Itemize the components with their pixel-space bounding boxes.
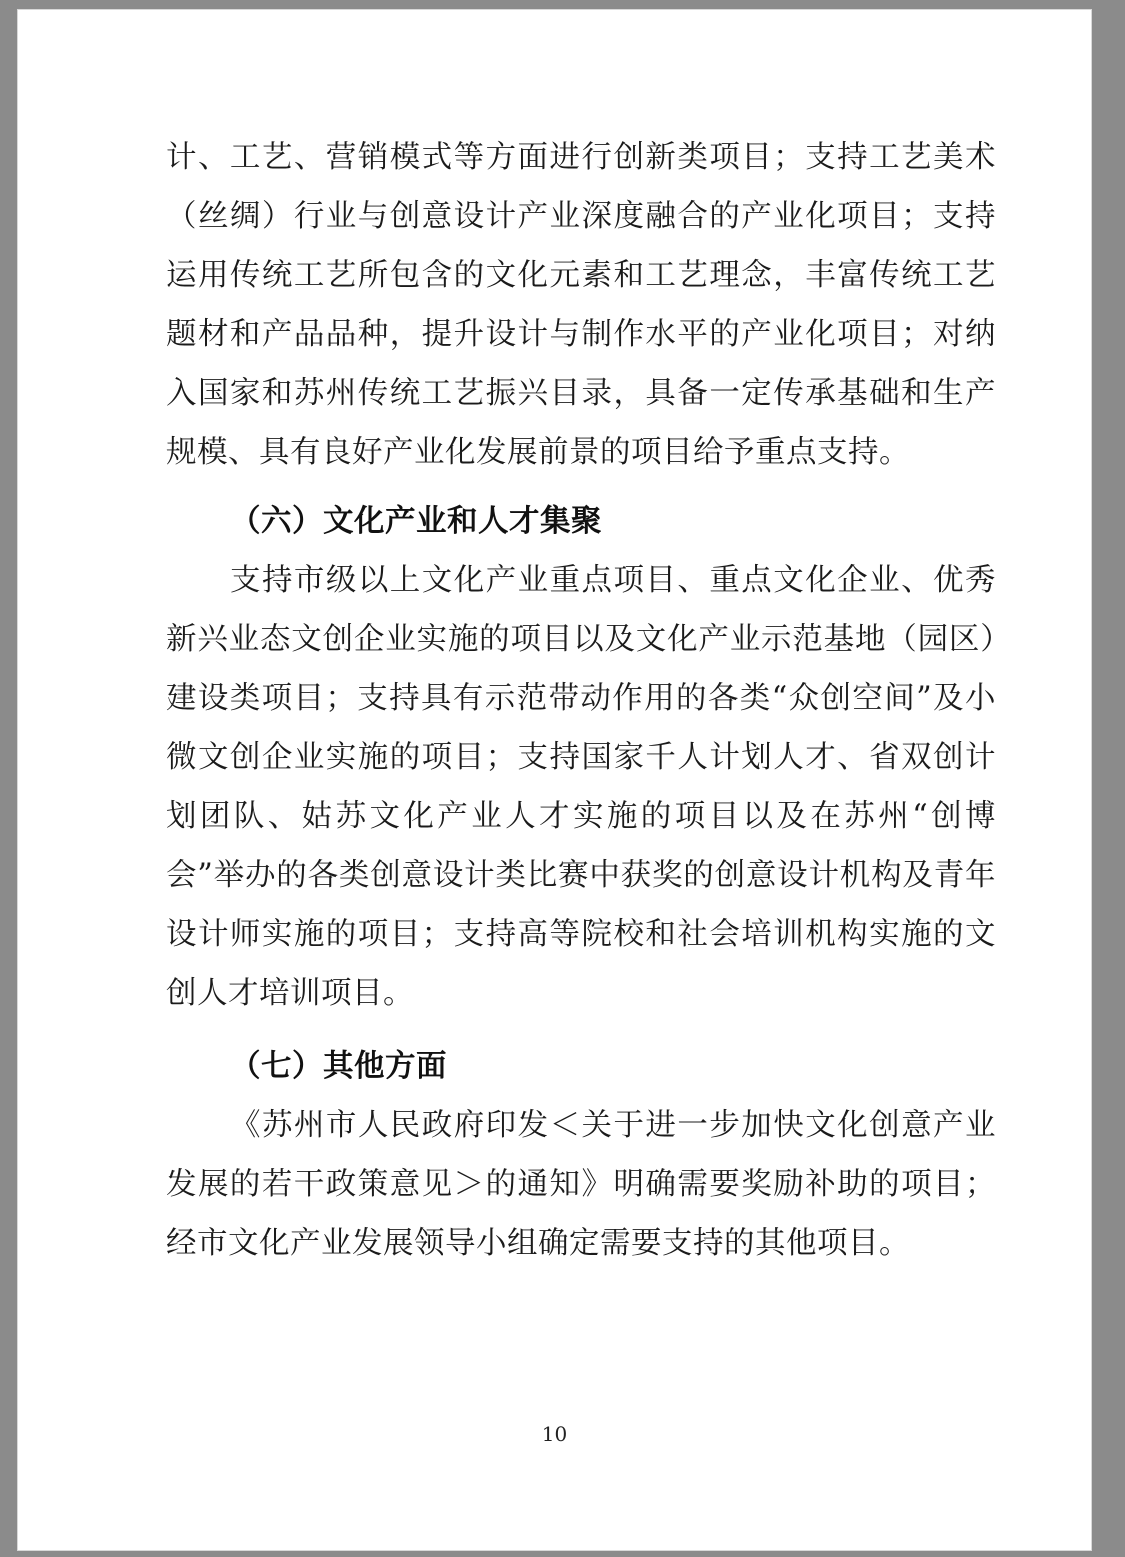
section-heading-six: （六）文化产业和人才集聚 xyxy=(230,503,602,539)
paragraph-continuation: 计、工艺、营销模式等方面进行创新类项目；支持工艺美术（丝绸）行业与创意设计产业深度融合的产业化项目；支持运用传统工艺所包含的文化元素和工艺理念，丰富传统工艺题材和产品品种，提升设计与制作水平的产业化项目；对纳入国家和苏州传统工艺振兴目录，具备一定传承基础和生产规模、具有良好产业化发展前景的项目给予重点支持。 xyxy=(166,140,996,470)
section-heading-seven: （七）其他方面 xyxy=(230,1048,447,1084)
spacer xyxy=(166,482,996,492)
spacer xyxy=(166,1023,996,1037)
paragraph-section-six: 支持市级以上文化产业重点项目、重点文化企业、优秀新兴业态文创企业实施的项目以及文化产业示范基地（园区）建设类项目；支持具有示范带动作用的各类“众创空间”及小微文创企业实施的项目；支持国家千人计划人才、省双创计划团队、姑苏文化产业人才实施的项目以及在苏州“创博会”举办的各类创意设计类比赛中获奖的创意设计机构及青年设计师实施的项目；支持高等院校和社会培训机构实施的文创人才培训项目。 xyxy=(166,563,996,1011)
document-page xyxy=(18,10,1091,1550)
page-number: 10 xyxy=(541,1422,568,1446)
paragraph-section-seven: 《苏州市人民政府印发＜关于进一步加快文化创意产业发展的若干政策意见＞的通知》明确需要奖励补助的项目；经市文化产业发展领导小组确定需要支持的其他项目。 xyxy=(166,1108,996,1261)
document-body xyxy=(166,128,996,1273)
